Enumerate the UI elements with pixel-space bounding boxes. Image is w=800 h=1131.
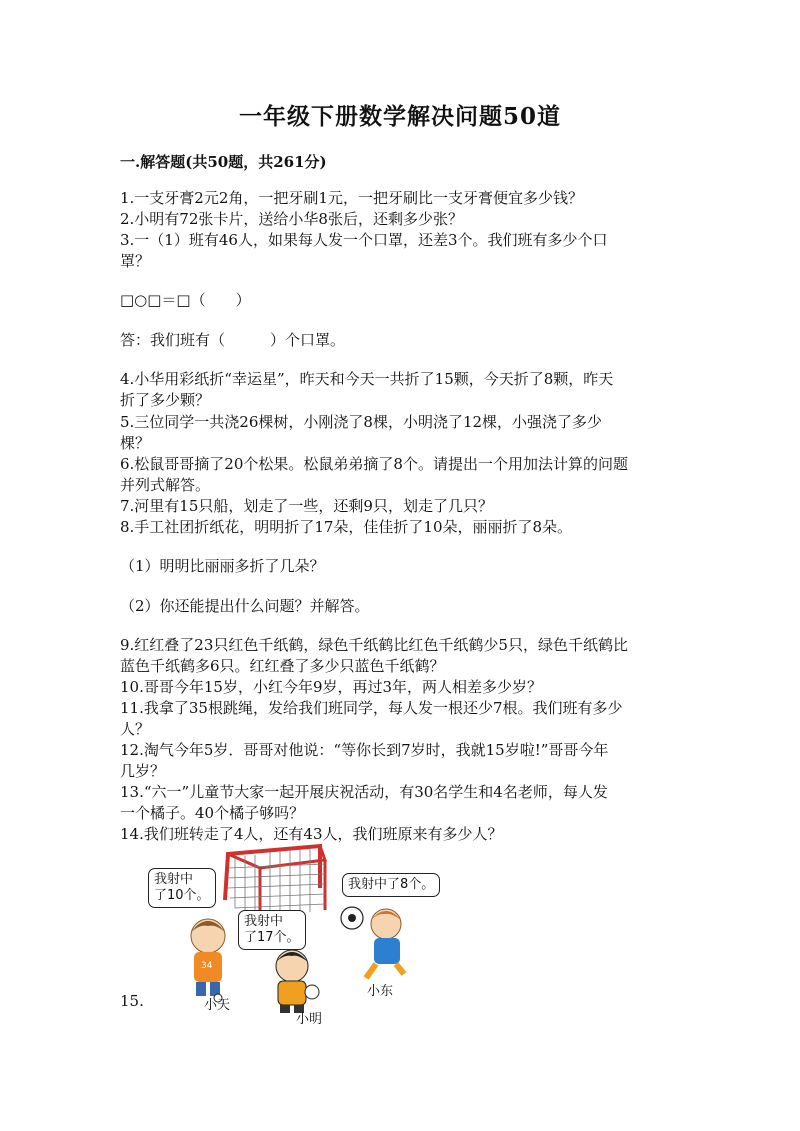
question-line: 蓝色千纸鹤多6只。红红叠了多少只蓝色千纸鹤？ [120,657,445,675]
question-line: 并列式解答。 [120,476,211,494]
speech-bubble-middle [238,910,306,950]
question-line: 13.“六一”儿童节大家一起开展庆祝活动，有30名学生和4名老师，每人发 [120,783,608,801]
question-line: 7.河里有15只船，划走了一些，还剩9只，划走了几只？ [120,497,493,515]
answer-line: 答：我们班有（ ）个口罩。 [120,331,346,349]
question-line: 罩？ [120,252,151,270]
boy-middle-icon [276,950,319,1013]
equation-blank: □○□＝□（ ） [120,291,251,309]
question-line: 9.红红叠了23只红色千纸鹤，绿色千纸鹤比红色千纸鹤少5只，绿色千纸鹤比 [120,636,628,654]
question-line: 10.哥哥今年15岁，小红今年9岁，再过3年，两人相差多少岁？ [120,678,543,696]
sub-question-line: （2）你还能提出什么问题？并解答。 [120,597,370,615]
child-name-right: 小东 [367,984,394,999]
soccer-goal-figure [120,838,680,1038]
goal-net-icon [225,846,325,918]
question-number: 15. [120,992,144,1010]
child-name-left: 小天 [204,998,231,1013]
question-line: 11.我拿了35根跳绳，发给我们班同学，每人发一根还少7根。我们班有多少 [120,699,623,717]
bubble-text: 了17个。 [244,930,300,945]
question-line: 1.一支牙膏2元2角，一把牙刷1元，一把牙刷比一支牙膏便宜多少钱？ [120,189,583,207]
question-line: 几岁？ [120,762,166,780]
question-line: 2.小明有72张卡片，送给小华8张后，还剩多少张？ [120,210,463,228]
speech-bubble-right: 我射中了8个。 [342,873,440,897]
child-name-middle: 小明 [296,1012,323,1027]
shirt-number: 34 [201,961,213,971]
question-line: 人？ [120,720,151,738]
question-line: 12.淘气今年5岁．哥哥对他说：“等你长到7岁时，我就15岁啦!”哥哥今年 [120,741,609,759]
question-line: 8.手工社团折纸花，明明折了17朵，佳佳折了10朵，丽丽折了8朵。 [120,518,573,536]
bubble-text: 了10个。 [154,888,210,903]
speech-bubble-left [148,868,216,908]
question-line: 折了多少颗？ [120,391,211,409]
question-line: 棵？ [120,434,151,452]
boy-right-icon [341,907,404,978]
sub-question-line: （1）明明比丽丽多折了几朵？ [120,557,325,575]
bubble-text: 我射中 [154,872,194,887]
question-line: 3.一（1）班有46人，如果每人发一个口罩，还差3个。我们班有多少个口 [120,231,608,249]
question-line: 6.松鼠哥哥摘了20个松果。松鼠弟弟摘了8个。请提出一个用加法计算的问题 [120,455,628,473]
section-heading: 一.解答题(共50题，共261分) [120,153,327,171]
question-line: 4.小华用彩纸折“幸运星”，昨天和今天一共折了15颗，今天折了8颗，昨天 [120,370,614,388]
question-line: 5.三位同学一共浇26棵树，小刚浇了8棵，小明浇了12棵，小强浇了多少 [120,413,603,431]
page-title: 一年级下册数学解决问题50道 [238,103,561,130]
bubble-text: 我射中 [244,914,284,929]
question-line: 一个橘子。40个橘子够吗？ [120,804,305,822]
question-line: 14.我们班转走了4人，还有43人，我们班原来有多少人？ [120,825,503,843]
